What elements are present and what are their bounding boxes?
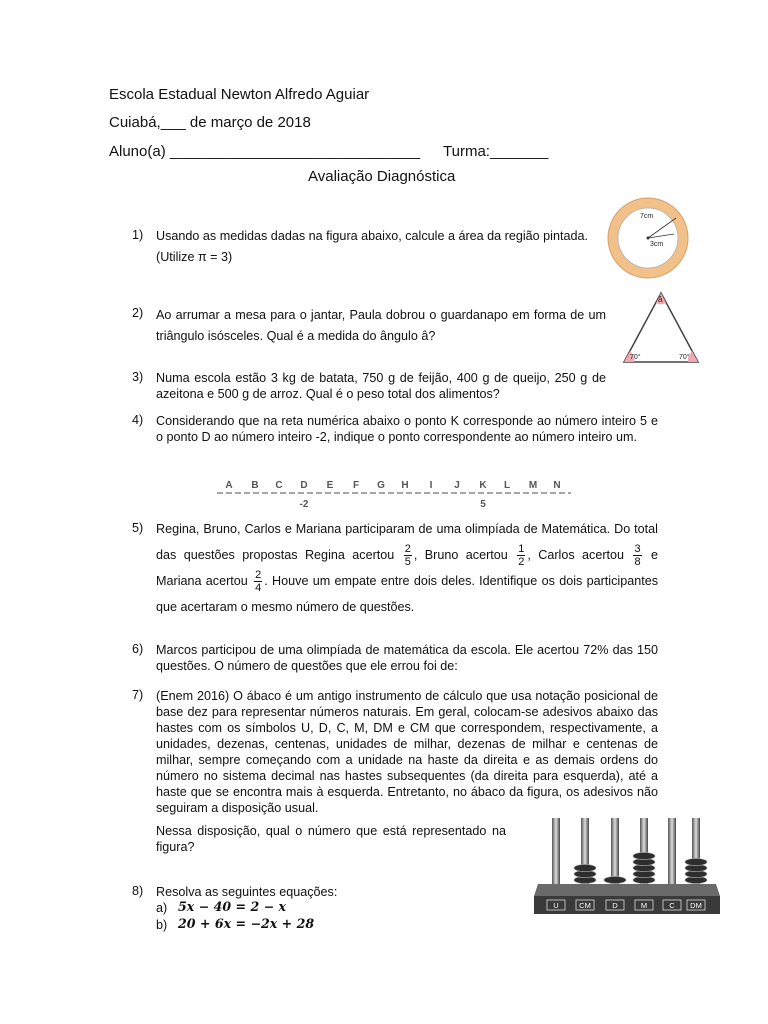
q5-part3: , Carlos acertou (527, 548, 625, 562)
q8-text: Resolva as seguintes equações: (156, 885, 338, 899)
q7-text: (Enem 2016) O ábaco é um antigo instrumento de cálculo que usa notação posicional de base dez para representar números naturais. Em geral, colocam-se adesivos abaixo das hastes com os símbolos U, D, C, M, DM e CM que correspondem, respectivamente, a unidades, dezenas, centenas, unidades de milhar, dezenas de milhar e centenas de milhar, sempre começando com a unidade na haste da direita e as demais ordens do número no sistema decimal nas hastes subsequentes (da direita para esquerda), até a haste que se encontra mais à esquerda. Entretanto, no ábaco da figura, os adesivos não seguiram a disposição usual. (156, 689, 658, 815)
frac-carlos-den: 8 (634, 556, 641, 569)
left-angle-label: 70° (630, 354, 641, 361)
class-line: Turma:_______ (443, 143, 549, 160)
point-k: K (479, 480, 487, 491)
apex-label: â (658, 295, 663, 304)
abacus-label-dm: DM (690, 901, 702, 910)
abacus-rod-d (611, 818, 619, 886)
q4-text: Considerando que na reta numérica abaixo o ponto K corresponde ao número inteiro 5 e o ponto D ao número inteiro -2, indique o ponto correspondente ao número inteiro um. (156, 414, 658, 444)
point-i: I (429, 480, 433, 491)
q3-text: Numa escola estão 3 kg de batata, 750 g de feijão, 400 g de queijo, 250 g de azeitona e 500 g de arroz. Qual é o peso total dos alimentos? (156, 371, 606, 401)
abacus-bead (604, 876, 626, 883)
frac-regina (404, 543, 412, 568)
frac-carlos-num: 3 (634, 543, 641, 556)
frac-mariana (254, 569, 262, 594)
q2-number: 2) (132, 306, 144, 320)
date-line: Cuiabá,___ de março de 2018 (109, 114, 311, 131)
point-n: N (553, 480, 561, 491)
point-m: M (528, 480, 538, 491)
number-line (215, 476, 575, 512)
q7-question: Nessa disposição, qual o número que está representado na figura? (156, 824, 506, 854)
abacus-figure (532, 812, 722, 918)
abacus-bead (685, 858, 707, 865)
abacus-bead (574, 864, 596, 871)
abacus-base-top (534, 884, 720, 896)
frac-mariana-num: 2 (255, 569, 262, 582)
school-name: Escola Estadual Newton Alfredo Aguiar (109, 86, 370, 103)
abacus-bead (633, 852, 655, 859)
q1-ring-figure (606, 196, 690, 280)
point-f: F (352, 480, 360, 491)
abacus-label-c: C (669, 901, 675, 910)
q5-part4: e Mariana acertou (156, 548, 659, 589)
abacus-label-u: U (553, 901, 559, 910)
frac-bruno (517, 543, 525, 568)
point-j: J (454, 480, 460, 491)
frac-carlos (633, 543, 641, 568)
q8-b-equation: 20 + 6x = −2x + 28 (178, 916, 315, 931)
q5-part1: Regina, Bruno, Carlos e Mariana participaram de uma olimpíada de Matemática. Do total das questões propostas Regina acertou (156, 522, 658, 562)
point-l: L (503, 480, 511, 491)
q6-number: 6) (132, 642, 144, 656)
point-g: G (377, 480, 385, 491)
ring-center (647, 237, 650, 240)
point-h: H (401, 480, 409, 491)
q8-number: 8) (132, 884, 144, 898)
frac-regina-den: 5 (404, 556, 411, 569)
point-d: D (300, 480, 308, 491)
frac-mariana-den: 4 (255, 582, 262, 595)
label-minus-two: -2 (299, 499, 309, 510)
page-title: Avaliação Diagnóstica (308, 168, 456, 185)
student-line: Aluno(a) ______________________________ (109, 143, 421, 160)
label-five: 5 (480, 499, 486, 510)
q3-number: 3) (132, 370, 144, 384)
abacus-rod-c (668, 818, 676, 886)
q8-b-label: b) (156, 918, 168, 932)
q1-text: Usando as medidas dadas na figura abaixo, calcule a área da região pintada. (Utilize π = 3) (156, 229, 588, 264)
q5-part2: , Bruno acertou (413, 548, 508, 562)
abacus-label-cm: CM (579, 901, 591, 910)
q5-number: 5) (132, 521, 144, 535)
inner-radius-label: 3cm (650, 241, 664, 248)
q8-a-label: a) (156, 901, 168, 915)
point-b: B (251, 480, 259, 491)
abacus-label-m: M (640, 901, 648, 910)
q2-text: Ao arrumar a mesa para o jantar, Paula dobrou o guardanapo em forma de um triângulo isósceles. Qual é a medida do ângulo â? (156, 308, 606, 343)
point-e: E (326, 480, 334, 491)
q1-number: 1) (132, 228, 144, 242)
q2-triangle-figure (618, 287, 702, 369)
abacus-label-d: D (612, 901, 618, 910)
abacus-rod-u (552, 818, 560, 886)
point-a: A (225, 480, 233, 491)
q4-number: 4) (132, 413, 144, 427)
frac-bruno-den: 2 (518, 556, 525, 569)
right-angle-label: 70° (679, 354, 690, 361)
outer-radius-label: 7cm (640, 213, 654, 220)
q5-part5: . Houve um empate entre dois deles. Identifique os dois participantes que acertaram o mesmo número de questões. (156, 574, 659, 615)
frac-regina-num: 2 (404, 543, 411, 556)
q6-text: Marcos participou de uma olimpíada de matemática da escola. Ele acertou 72% das 150 questões. O número de questões que ele errou foi de: (156, 643, 658, 673)
frac-bruno-num: 1 (518, 543, 525, 556)
q8-a-equation: 5x − 40 = 2 − x (178, 899, 287, 914)
q7-number: 7) (132, 688, 144, 702)
point-c: C (275, 480, 283, 491)
q5-text (156, 516, 658, 620)
